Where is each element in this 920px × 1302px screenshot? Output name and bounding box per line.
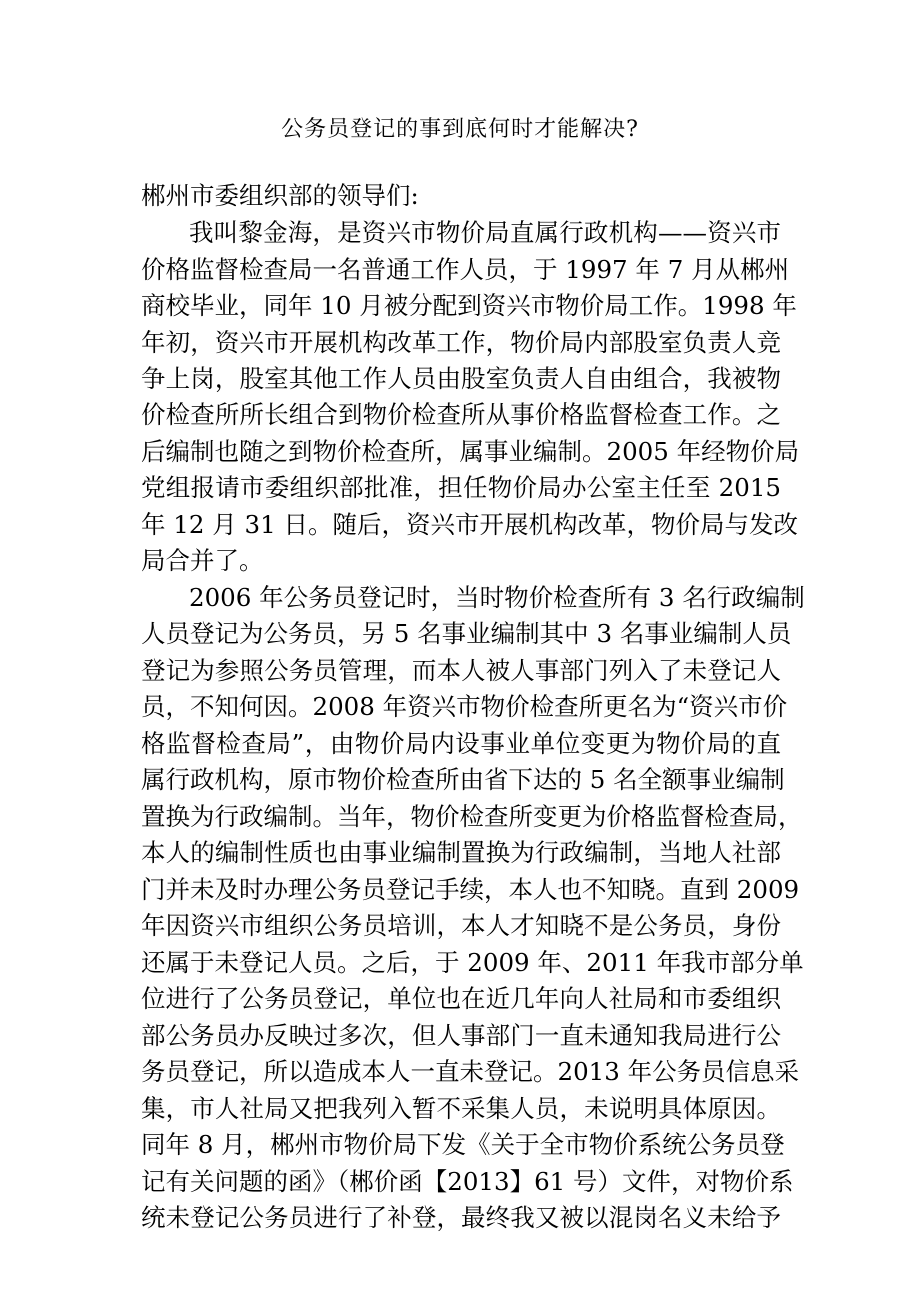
paragraph-line: 属行政机构，原市物价检查所由省下达的 5 名全额事业编制	[141, 765, 785, 794]
paragraph-line: 格监督检查局”，由物价局内设事业单位变更为物价局的直	[141, 729, 781, 758]
paragraph-line: 员，不知何因。2008 年资兴市物价检查所更名为“资兴市价	[141, 692, 788, 721]
paragraph-line: 争上岗，股室其他工作人员由股室负责人自由组合，我被物	[141, 364, 781, 393]
paragraph-line: 局合并了。	[141, 546, 264, 575]
paragraph-line: 部公务员办反映过多次，但人事部门一直未通知我局进行公	[141, 1021, 781, 1050]
paragraph-line: 商校毕业，同年 10 月被分配到资兴市物价局工作。1998 年	[141, 291, 797, 320]
paragraph-line: 年 12 月 31 日。随后，资兴市开展机构改革，物价局与发改	[141, 510, 798, 539]
paragraph-line: 年因资兴市组织公务员培训，本人才知晓不是公务员，身份	[141, 911, 781, 940]
paragraph-line: 记有关问题的函》（郴价函【2013】61 号）文件，对物价系	[141, 1167, 794, 1196]
paragraph-line: 人员登记为公务员，另 5 名事业编制其中 3 名事业编制人员	[141, 619, 792, 648]
paragraph-line: 我叫黎金海，是资兴市物价局直属行政机构——资兴市	[189, 218, 781, 247]
paragraph-line: 同年 8 月，郴州市物价局下发《关于全市物价系统公务员登	[141, 1130, 785, 1159]
document-title: 公务员登记的事到底何时才能解决?	[281, 117, 639, 142]
paragraph-line: 党组报请市委组织部批准，担任物价局办公室主任至 2015	[141, 473, 781, 502]
paragraph-line: 价检查所所长组合到物价检查所从事价格监督检查工作。之	[141, 400, 781, 429]
paragraph-line: 后编制也随之到物价检查所，属事业编制。2005 年经物价局	[141, 437, 800, 466]
paragraph-line: 还属于未登记人员。之后，于 2009 年、2011 年我市部分单	[141, 948, 804, 977]
paragraph-line: 门并未及时办理公务员登记手续，本人也不知晓。直到 2009	[141, 875, 800, 904]
paragraph-line: 2006 年公务员登记时，当时物价检查所有 3 名行政编制	[189, 583, 805, 612]
paragraph-line: 价格监督检查局一名普通工作人员，于 1997 年 7 月从郴州	[141, 255, 790, 284]
salutation: 郴州市委组织部的领导们:	[141, 181, 419, 210]
paragraph-line: 本人的编制性质也由事业编制置换为行政编制，当地人社部	[141, 838, 781, 867]
paragraph-line: 统未登记公务员进行了补登，最终我又被以混岗名义未给予	[141, 1203, 781, 1232]
paragraph-line: 置换为行政编制。当年，物价检查所变更为价格监督检查局，	[141, 802, 803, 831]
paragraph-line: 登记为参照公务员管理，而本人被人事部门列入了未登记人	[141, 656, 781, 685]
paragraph-line: 位进行了公务员登记，单位也在近几年向人社局和市委组织	[141, 984, 781, 1013]
paragraph-line: 务员登记，所以造成本人一直未登记。2013 年公务员信息采	[141, 1057, 800, 1086]
paragraph-line: 集，市人社局又把我列入暂不采集人员，未说明具体原因。	[141, 1094, 781, 1123]
paragraph-line: 年初，资兴市开展机构改革工作，物价局内部股室负责人竞	[141, 328, 781, 357]
